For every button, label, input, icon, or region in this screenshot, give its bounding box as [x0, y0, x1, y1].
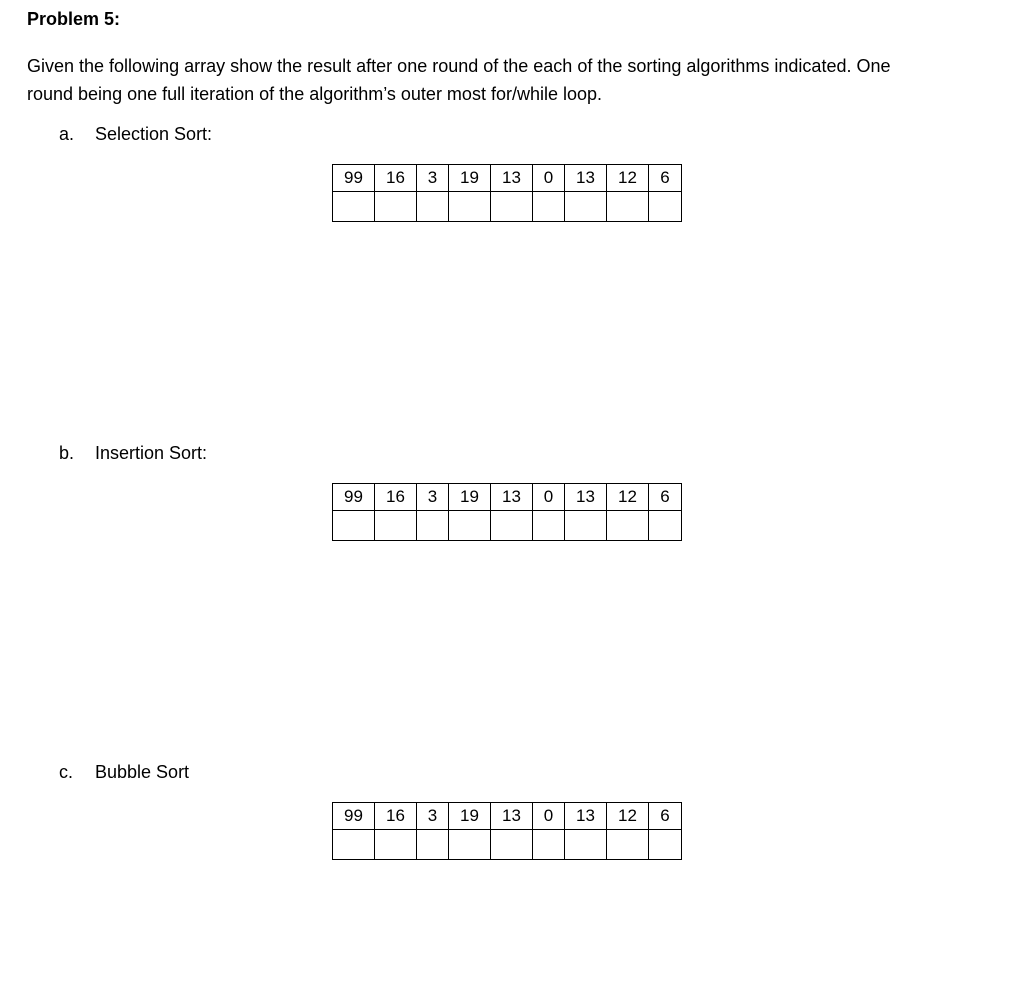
array-cell: 0: [533, 803, 565, 830]
answer-array-row: [333, 830, 682, 860]
array-cell: 19: [449, 165, 491, 192]
answer-cell[interactable]: [607, 511, 649, 541]
part-letter: a.: [59, 124, 75, 144]
answer-cell[interactable]: [333, 830, 375, 860]
array-table: [332, 483, 682, 541]
array-cell: 16: [375, 803, 417, 830]
answer-cell[interactable]: [533, 830, 565, 860]
array-cell: 13: [491, 165, 533, 192]
array-cell: 0: [533, 165, 565, 192]
answer-cell[interactable]: [449, 511, 491, 541]
part-label: Bubble Sort: [95, 762, 190, 782]
part-label: Selection Sort:: [95, 124, 213, 144]
array-cell: 13: [491, 803, 533, 830]
answer-cell[interactable]: [565, 830, 607, 860]
array-cell: 13: [565, 165, 607, 192]
answer-cell[interactable]: [375, 830, 417, 860]
array-cell: 16: [375, 165, 417, 192]
answer-cell[interactable]: [491, 830, 533, 860]
array-cell: 3: [417, 803, 449, 830]
array-cell: 3: [417, 165, 449, 192]
answer-cell[interactable]: [375, 192, 417, 222]
answer-cell[interactable]: [649, 830, 682, 860]
answer-cell[interactable]: [649, 511, 682, 541]
array-cell: 19: [449, 803, 491, 830]
array-cell: 6: [649, 803, 682, 830]
given-array-row: [333, 484, 682, 511]
answer-cell[interactable]: [333, 511, 375, 541]
answer-cell[interactable]: [491, 511, 533, 541]
array-table: [332, 802, 682, 860]
instructions-line-2: round being one full iteration of the algorithm’s outer most for/while loop.: [27, 84, 602, 104]
answer-cell[interactable]: [449, 830, 491, 860]
problem-title: Problem 5:: [27, 9, 121, 29]
array-cell: 99: [333, 803, 375, 830]
answer-array-row: [333, 192, 682, 222]
array-cell: 13: [565, 803, 607, 830]
array-cell: 0: [533, 484, 565, 511]
array-cell: 12: [607, 803, 649, 830]
given-array-row: [333, 165, 682, 192]
given-array-row: [333, 803, 682, 830]
answer-cell[interactable]: [333, 192, 375, 222]
array-cell: 16: [375, 484, 417, 511]
answer-cell[interactable]: [375, 511, 417, 541]
answer-cell[interactable]: [449, 192, 491, 222]
array-cell: 99: [333, 484, 375, 511]
answer-array-row: [333, 511, 682, 541]
part-letter: b.: [59, 443, 75, 463]
part-label: Insertion Sort:: [95, 443, 208, 463]
answer-cell[interactable]: [607, 830, 649, 860]
part-letter: c.: [59, 762, 74, 782]
array-cell: 6: [649, 165, 682, 192]
array-cell: 99: [333, 165, 375, 192]
answer-cell[interactable]: [565, 192, 607, 222]
answer-cell[interactable]: [649, 192, 682, 222]
array-cell: 3: [417, 484, 449, 511]
array-cell: 6: [649, 484, 682, 511]
array-table: [332, 164, 682, 222]
answer-cell[interactable]: [491, 192, 533, 222]
answer-cell[interactable]: [417, 511, 449, 541]
answer-cell[interactable]: [565, 511, 607, 541]
array-cell: 13: [491, 484, 533, 511]
array-cell: 13: [565, 484, 607, 511]
array-cell: 12: [607, 165, 649, 192]
answer-cell[interactable]: [417, 830, 449, 860]
answer-cell[interactable]: [533, 192, 565, 222]
answer-cell[interactable]: [607, 192, 649, 222]
array-cell: 19: [449, 484, 491, 511]
answer-cell[interactable]: [417, 192, 449, 222]
instructions-line-1: Given the following array show the result after one round of the each of the sorting algorithms indicated. One: [27, 56, 891, 76]
problem-instructions: [27, 52, 997, 108]
array-cell: 12: [607, 484, 649, 511]
answer-cell[interactable]: [533, 511, 565, 541]
